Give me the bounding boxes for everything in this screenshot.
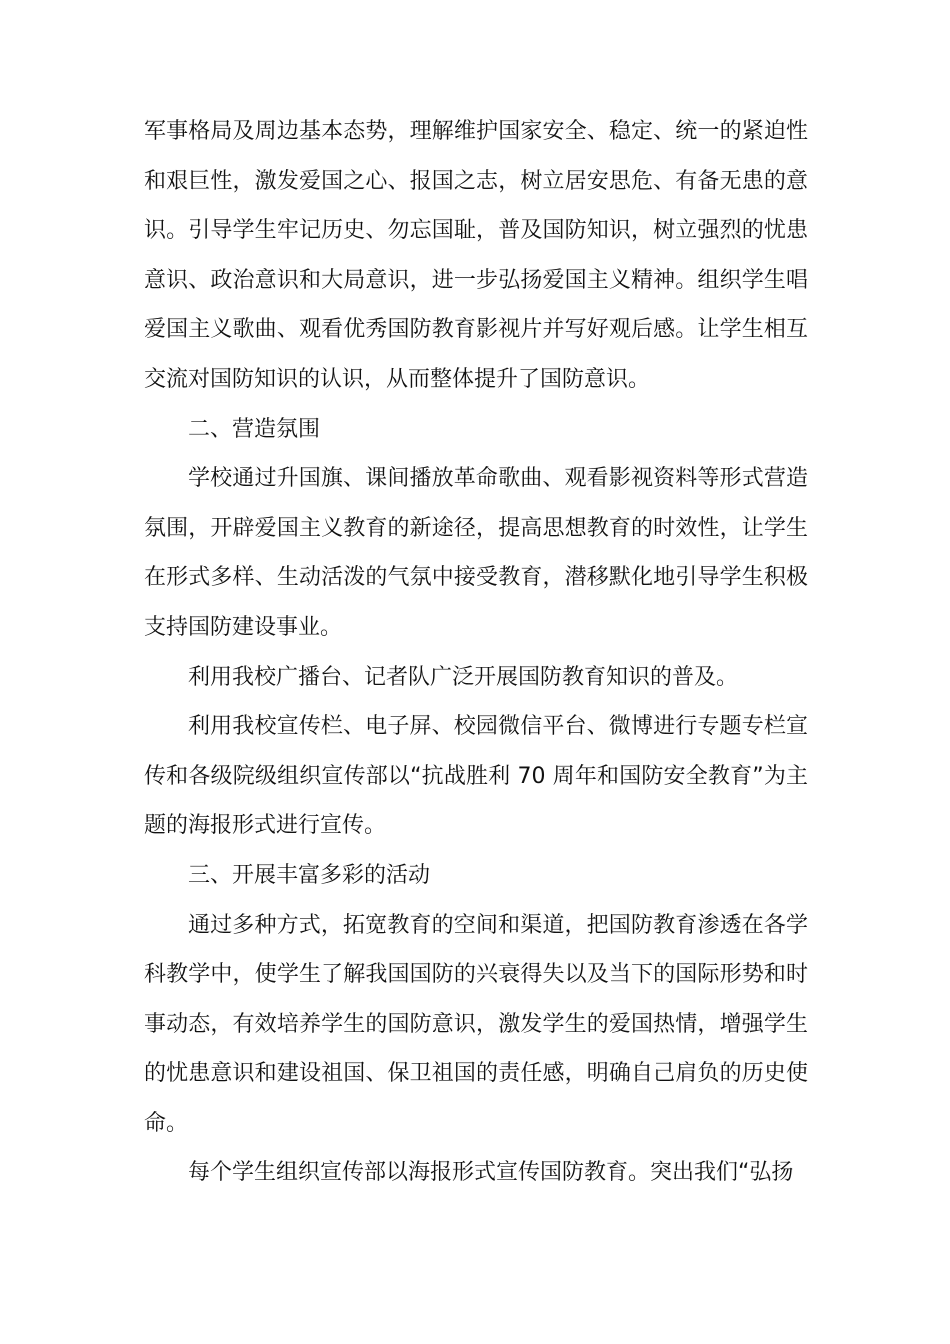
document-page bbox=[144, 107, 808, 1198]
paragraph-continuation: 军事格局及周边基本态势，理解维护国家安全、稳定、统一的紧迫性和艰巨性，激发爱国之心、报国之志，树立居安思危、有备无患的意识。引导学生牢记历史、勿忘国耻，普及国防知识，树立强烈的忧患意识、政治意识和大局意识，进一步弘扬爱国主义精神。组织学生唱爱国主义歌曲、观看优秀国防教育影视片并写好观后感。让学生相互交流对国防知识的认识，从而整体提升了国防意识。 bbox=[144, 119, 808, 392]
paragraph-posters: 每个学生组织宣传部以海报形式宣传国防教育。突出我们“弘扬 bbox=[188, 1160, 794, 1186]
paragraph-atmosphere: 学校通过升国旗、课间播放革命歌曲、观看影视资料等形式营造氛围，开辟爱国主义教育的新途径，提高思想教育的时效性，让学生在形式多样、生动活泼的气氛中接受教育，潜移默化地引导学生积极支持国防建设事业。 bbox=[144, 466, 808, 640]
paragraph-publicity: 利用我校宣传栏、电子屏、校园微信平台、微博进行专题专栏宣传和各级院级组织宣传部以“抗战胜利 70 周年和国防安全教育”为主题的海报形式进行宣传。 bbox=[144, 714, 808, 839]
paragraph-broadcast: 利用我校广播台、记者队广泛开展国防教育知识的普及。 bbox=[188, 664, 739, 690]
section-heading-2: 二、营造氛围 bbox=[188, 416, 321, 442]
paragraph-activities: 通过多种方式，拓宽教育的空间和渠道，把国防教育渗透在各学科教学中，使学生了解我国国防的兴衰得失以及当下的国际形势和时事动态，有效培养学生的国防意识，激发学生的爱国热情，增强学生的忧患意识和建设祖国、保卫祖国的责任感，明确自己肩负的历史使命。 bbox=[144, 912, 808, 1136]
section-heading-3: 三、开展丰富多彩的活动 bbox=[188, 862, 431, 888]
